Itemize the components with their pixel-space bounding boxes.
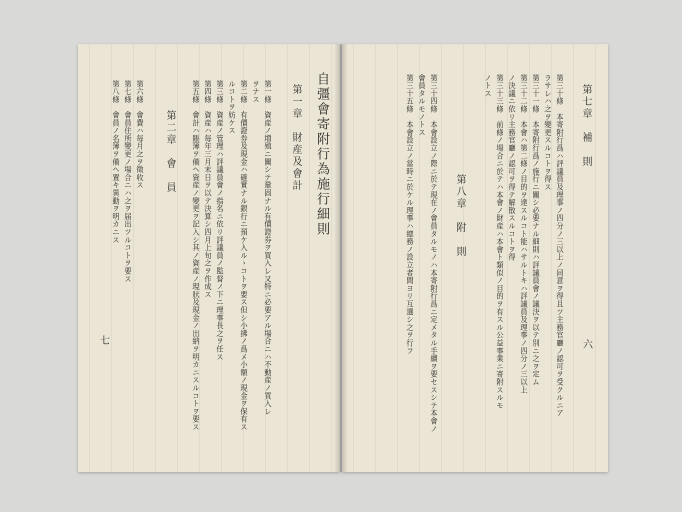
article-text: 第五條 會計ハ賬簿ヲ備ヘ資産ノ變更ヲ記入シ其ノ資産ノ現狀及現金ノ出納ヲ明カニスルコトヲ要ス bbox=[192, 80, 201, 431]
article-text: ノ決議ニ依リ主務官廳ノ認可ヲ得テ解散スルコトヲ得 bbox=[508, 74, 517, 262]
book-spread bbox=[78, 44, 610, 472]
article-text: 第三十一條 本寄附行爲ノ施行ニ關シ必要ナル細則ハ評議員會ノ議決ヲ以テ別ニ之ヲ定ム bbox=[532, 74, 541, 386]
article-text: 第三條 資産ノ管理ハ評議員會ノ指名ニ依リ評議員ノ監督ノ下ニ理事長之ヲ任ス bbox=[216, 80, 225, 361]
right-page bbox=[342, 44, 608, 472]
article-text: 第三十三條 前條ノ場合ニ於テハ本會ノ財産ハ本會ト類似ノ目的ヲ有スル公益事業ニ寄附スルモ bbox=[496, 74, 505, 410]
article-text: 第二條 有價證券及現金ハ確實ナル銀行ニ預ケ入ルヽコトヲ要ス但シ小拂ノ爲メ小額ノ現金ヲ保有ス bbox=[240, 80, 249, 431]
page-number: 七 bbox=[100, 336, 111, 347]
article-text: 第四條 資産ハ毎年三月末日ヲ以テ決算シ四月上旬之ヲ作成ス bbox=[204, 80, 213, 299]
article-text: 第八條 會員ノ名簿ヲ備ヘ置キ異動ヲ明カニス bbox=[112, 80, 121, 244]
article-text: 第三十五條 本會設立ノ當時ニ於ケル理事ハ總務ノ設立者間ヨリ互選シ之ヲ行フ bbox=[406, 74, 415, 355]
left-page bbox=[78, 44, 340, 472]
document-title: 自彊會寄附行為施行細則 bbox=[314, 72, 329, 237]
page-number: 六 bbox=[583, 340, 594, 351]
article-text: 會員タルモノトス bbox=[418, 74, 427, 137]
article-text: ルコトヲ妨ケス bbox=[228, 80, 237, 135]
chapter-heading: 第一章 財産及會計 bbox=[290, 84, 301, 192]
article-text: 第三十二條 本會ハ第二條ノ目的ヲ達スルコト能ハサルトキハ評議員及理事ノ四分ノ三以上 bbox=[520, 74, 529, 394]
chapter-heading: 第七章 補 則 bbox=[580, 84, 591, 168]
show-through-texture bbox=[342, 44, 608, 472]
article-text: 第一條 資産ノ増殖ニ關シテ鞏固ナル有價證券ヲ買入レ又特ニ必要アル場合ニハ不動産ノ買入レ bbox=[264, 80, 273, 416]
article-text: 第六條 會費ハ毎月之ヲ徵收ス bbox=[136, 80, 145, 190]
article-text: ラサレハ之ヲ變更スルコトヲ得ス bbox=[544, 74, 553, 191]
chapter-heading: 第八章 附 則 bbox=[454, 174, 465, 258]
article-text: 第三十條 本寄附行爲ハ評議員及理事ノ四分ノ三以上ノ同意ヲ得且ツ主務官廳ノ認可ヲ受クルニア bbox=[556, 74, 565, 418]
book-gutter bbox=[334, 44, 348, 472]
article-text: ノトス bbox=[484, 74, 493, 98]
article-text: ヲナス bbox=[252, 80, 261, 104]
article-text: 第七條 會員住所變更ノ場合ニハ之ヲ届出ツルコトヲ要ス bbox=[124, 80, 133, 283]
article-text: 第三十四條 本會設立ノ際ニ於テ現在ノ會員タルモノハ本寄附行爲ニ定メタル手續ヲ要セスシテ本會ノ bbox=[430, 74, 439, 433]
chapter-heading: 第二章 會 員 bbox=[164, 110, 175, 194]
